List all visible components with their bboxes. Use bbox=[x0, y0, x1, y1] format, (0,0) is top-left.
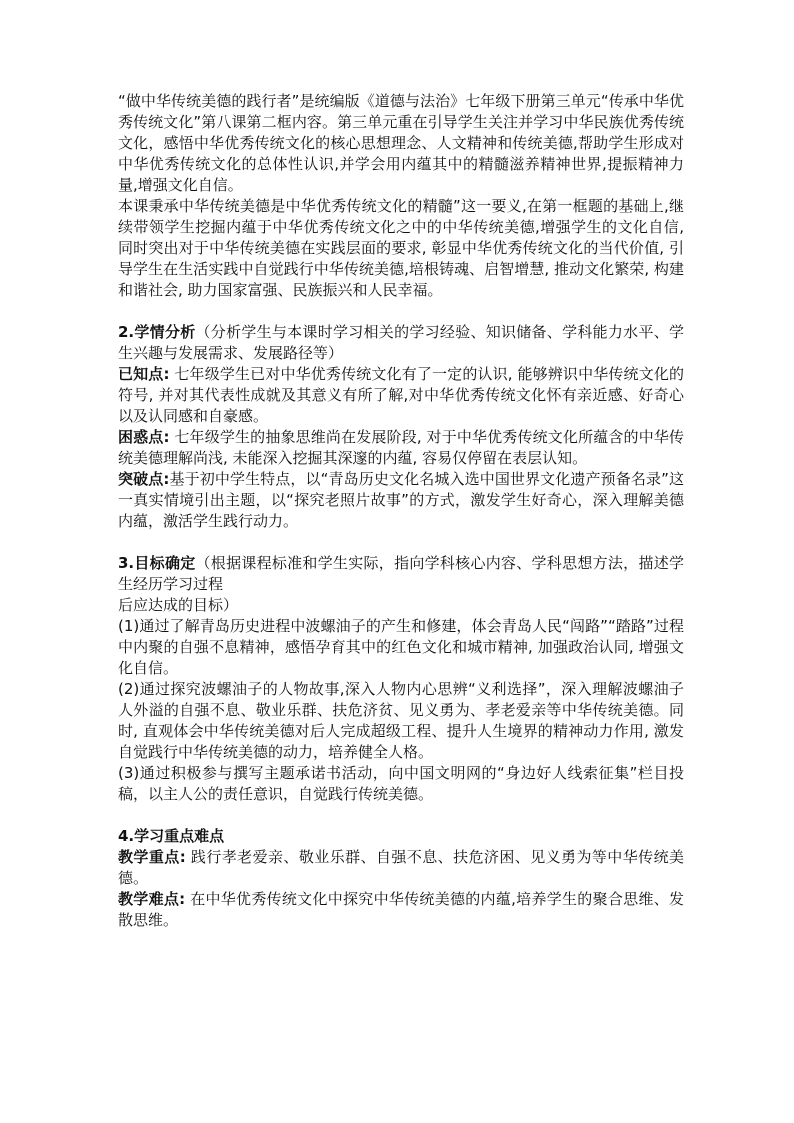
intro-paragraph-2: 本课秉承中华传统美德是中华优秀传统文化的精髓”这一要义,在第一框题的基础上,继续带领学生挖掘内蕴于中华优秀传统文化之中的中华传统美德,增强学生的文化自信, 同时突出对于中华传统美德在实践层面的要求, 彰显中华优秀传统文化的当代价值, 引导学生在生活实践中自觉践行中华传统美德,培根铸魂、启智增慧, 推动文化繁荣, 构建和谐社会, 助力国家富强、民族振兴和人民幸福。 bbox=[118, 197, 684, 299]
teaching-difficulty-text: 在中华优秀传统文化中探究中华传统美德的内蕴,培养学生的聚合思维、发散思维。 bbox=[118, 890, 685, 929]
document-body bbox=[118, 91, 684, 931]
section-2-note: （分析学生与本课时学习相关的学习经验、知识储备、学科能力水平、学生兴趣与发展需求、发展路径等） bbox=[118, 323, 684, 362]
known-point bbox=[118, 364, 684, 427]
breakthrough-point-label: 突破点: bbox=[118, 470, 170, 488]
teaching-key-point bbox=[118, 847, 684, 889]
section-3-note-line-2: 后应达成的目标） bbox=[118, 596, 239, 614]
known-point-label: 已知点: bbox=[118, 365, 170, 383]
confused-point-label: 困惑点: bbox=[118, 428, 170, 446]
confused-point-text: 七年级学生的抽象思维尚在发展阶段, 对于中华优秀传统文化所蕴含的中华传统美德理解尚浅, 未能深入挖掘其深邃的内蕴, 容易仅停留在表层认知。 bbox=[118, 428, 685, 467]
teaching-difficulty-label: 教学难点: bbox=[118, 890, 186, 908]
paragraph-gap bbox=[118, 805, 684, 826]
teaching-difficulty bbox=[118, 889, 684, 931]
goal-3: (3)通过积极参与撰写主题承诺书活动，向中国文明网的“身边好人线索征集”栏目投稿，以主人公的责任意识，自觉践行传统美德。 bbox=[118, 764, 684, 803]
breakthrough-point bbox=[118, 469, 684, 532]
confused-point bbox=[118, 427, 684, 469]
section-4-heading: 4.学习重点难点 bbox=[118, 827, 225, 845]
teaching-key-point-text: 践行孝老爱亲、敬业乐群、自强不息、扶危济困、见义勇为等中华传统美德。 bbox=[118, 848, 685, 887]
known-point-text: 七年级学生已对中华优秀传统文化有了一定的认识, 能够辨识中华传统文化的符号, 并对其代表性成就及其意义有所了解,对中华优秀传统文化怀有亲近感、好奇心以及认同感和自豪感。 bbox=[118, 365, 685, 425]
section-3-heading: 3.目标确定 bbox=[118, 554, 196, 572]
intro-paragraph-1: “做中华传统美德的践行者”是统编版《道德与法治》七年级下册第三单元“传承中华优秀传统文化”第八课第二框内容。第三单元重在引导学生关注并学习中华民族优秀传统文化，感悟中华优秀传统文化的核心思想理念、人文精神和传统美德,帮助学生形成对中华优秀传统文化的总体性认识,并学会用内蕴其中的精髓滋养精神世界,提振精神力量,增强文化自信。 bbox=[118, 92, 684, 194]
section-3-heading-line bbox=[118, 553, 684, 595]
paragraph-gap bbox=[118, 301, 684, 322]
paragraph-gap bbox=[118, 532, 684, 553]
breakthrough-point-text: 基于初中学生特点，以“青岛历史文化名城入选中国世界文化遗产预备名录”这一真实情境引出主题，以“探究老照片故事”的方式，激发学生好奇心，深入理解美德内蕴，激活学生践行动力。 bbox=[118, 470, 685, 530]
goal-1: (1)通过了解青岛历史进程中波螺油子的产生和修建，体会青岛人民“闯路”“踏路”过程中内聚的自强不息精神，感悟孕育其中的红色文化和城市精神, 加强政治认同, 增强文化自信。 bbox=[118, 617, 684, 677]
goal-2: (2)通过探究波螺油子的人物故事,深入人物内心思辨“义利选择”，深入理解波螺油子人外溢的自强不息、敬业乐群、扶危济贫、见义勇为、孝老爱亲等中华传统美德。同时, 直观体会中华传统美德对后人完成超级工程、提升人生境界的精神动力作用, 激发自觉践行中华传统美德的动力，培养健全人格。 bbox=[118, 680, 684, 761]
section-2-heading-line bbox=[118, 322, 684, 364]
section-3-note-line-1: （根据课程标准和学生实际，指向学科核心内容、学科思想方法，描述学生经历学习过程 bbox=[118, 554, 684, 593]
teaching-key-point-label: 教学重点: bbox=[118, 848, 186, 866]
section-2-heading: 2.学情分析 bbox=[118, 323, 196, 341]
